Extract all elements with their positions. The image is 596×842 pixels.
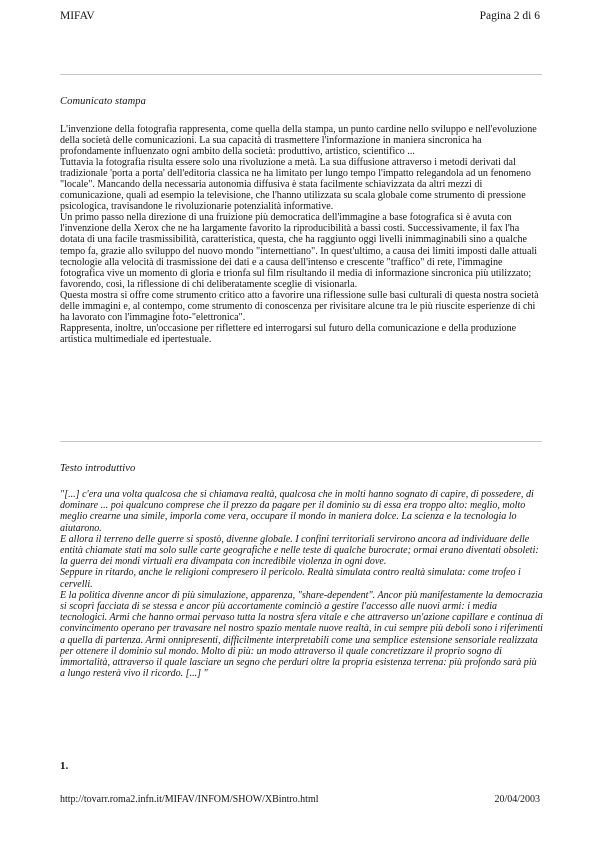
paragraph: Rappresenta, inoltre, un'occasione per riflettere ed interrogarsi sul futuro della comunicazione e della produzione artistica multimediale ed ipertestuale. [60, 322, 517, 345]
paragraph: Seppure in ritardo, anche le religioni compresero il pericolo. Realtà simulata contro realtà simulata: come trofeo i cervelli. [60, 567, 521, 590]
divider [60, 74, 542, 75]
press-release-title: Comunicato stampa [60, 96, 146, 107]
press-release-body [60, 124, 544, 345]
footer-date: 20/04/2003 [494, 794, 540, 805]
intro-title: Testo introduttivo [60, 463, 136, 474]
header-site-name: MIFAV [60, 10, 95, 22]
paragraph: L'invenzione della fotografia rappresenta, come quella della stampa, un punto cardine nello sviluppo e nell'evoluzione della società delle comunicazioni. La sua capacità di trasmettere l'informazione in maniera sincronica ha profondamente influenzato ogni ambito della società: produttivo, artistico, scientifico ... [60, 124, 537, 158]
intro-body [60, 489, 544, 679]
paragraph: E la politica divenne ancor di più simulazione, apparenza, "share-dependent". Ancor più manifestamente la democrazia si scoprì facciata di se stessa e ancor più accortamente cominciò a gestire l'accesso alle nuovi armi: i media tecnologici. Armi che hanno ormai pervaso tutta la nostra sfera vitale e che attraverso un'azione capillare e continua di convincimento operano per travasare nel nostro spazio mentale nuove realtà, in cui sempre più deboli sono i riferimenti a quella di partenza. Armi onnipresenti, difficilmente interpretabili come una semplice estensione sensoriale realizzata per ottenere il dominio sul mondo. Molto di più: un modo attraverso il quale concretizzare il proprio sogno di immortalità, attraverso il quale lasciare un segno che perduri oltre la propria esistenza terrena: più profondo sarà più a lungo resterà vivo il ricordo. [...] " [60, 589, 543, 680]
paragraph: "[...] c'era una volta qualcosa che si chiamava realtà, qualcosa che in molti hanno sognato di capire, di possedere, di dominare ... poi qualcuno comprese che il prezzo da pagare per il dominio su di essa era troppo alto: meglio, molto meglio crearne una simile, imporla come vera, occupare il mondo in maniera dolce. La scienza e la tecnologia lo aiutarono. [60, 489, 534, 534]
paragraph: Tuttavia la fotografia risulta essere solo una rivoluzione a metà. La sua diffusione attraverso i metodi derivati dal tradizionale 'porta a porta' dell'editoria classica ne ha limitato per lungo tempo l'impatto relegandola ad un fenomeno "locale". Mancando della necessaria autonomia diffusiva è stata facilmente schiavizzata da altri mezzi di comunicazione, quali ad esempio la televisione, che l'hanno utilizzata su scala globale come strumento di pressione psicologica, travisandone le rivoluzionarie potenzialità informative. [60, 157, 531, 213]
paragraph: Questa mostra si offre come strumento critico atto a favorire una riflessione sulle basi culturali di questa nostra società delle immagini e, al contempo, come strumento di conoscenza per rivisitare alcune tra le più riuscite esperienze di chi ha lavorato con l'immagine foto-"elettronica". [60, 289, 539, 323]
footer-url: http://tovarr.roma2.infn.it/MIFAV/INFOM/SHOW/XBintro.html [60, 794, 319, 805]
header-page-indicator: Pagina 2 di 6 [479, 10, 540, 22]
paragraph: Un primo passo nella direzione di una fruizione più democratica dell'immagine a base fotografica si è avuta con l'invenzione della Xerox che ne ha largamente favorito la riproducibilità a bassi costi. Successivamente, il fax l'ha dotata di una facile trasmissibilità, caratteristica, questa, che ha raggiunto oggi livelli inimmaginabili sino a qualche tempo fa, grazie allo sviluppo del nuovo mondo "internettiano". In quest'ultimo, a causa dei limiti imposti dalle attuali tecnologie alla velocità di trasmissione dei dati e a causa dell'intenso e crescente "traffico" di rete, l'immagine fotografica vive un momento di gloria e trionfa sul film risultando il media di informazione sincronica più utilizzato; favorendo, così, la riflessione di chi deliberatamente sceglie di visionarla. [60, 212, 538, 290]
divider [60, 441, 542, 442]
page-number: 1. [60, 760, 69, 772]
paragraph: E allora il terreno delle guerre si spostò, divenne globale. I confini territoriali servirono ancora ad individuare delle entità chiamate stati ma solo sulle carte geografiche e nelle teste di qualche burocrate; ormai erano diventati obsoleti: la guerra dei mondi virtuali era divampata con incredibile violenza in ogni dove. [60, 533, 539, 568]
